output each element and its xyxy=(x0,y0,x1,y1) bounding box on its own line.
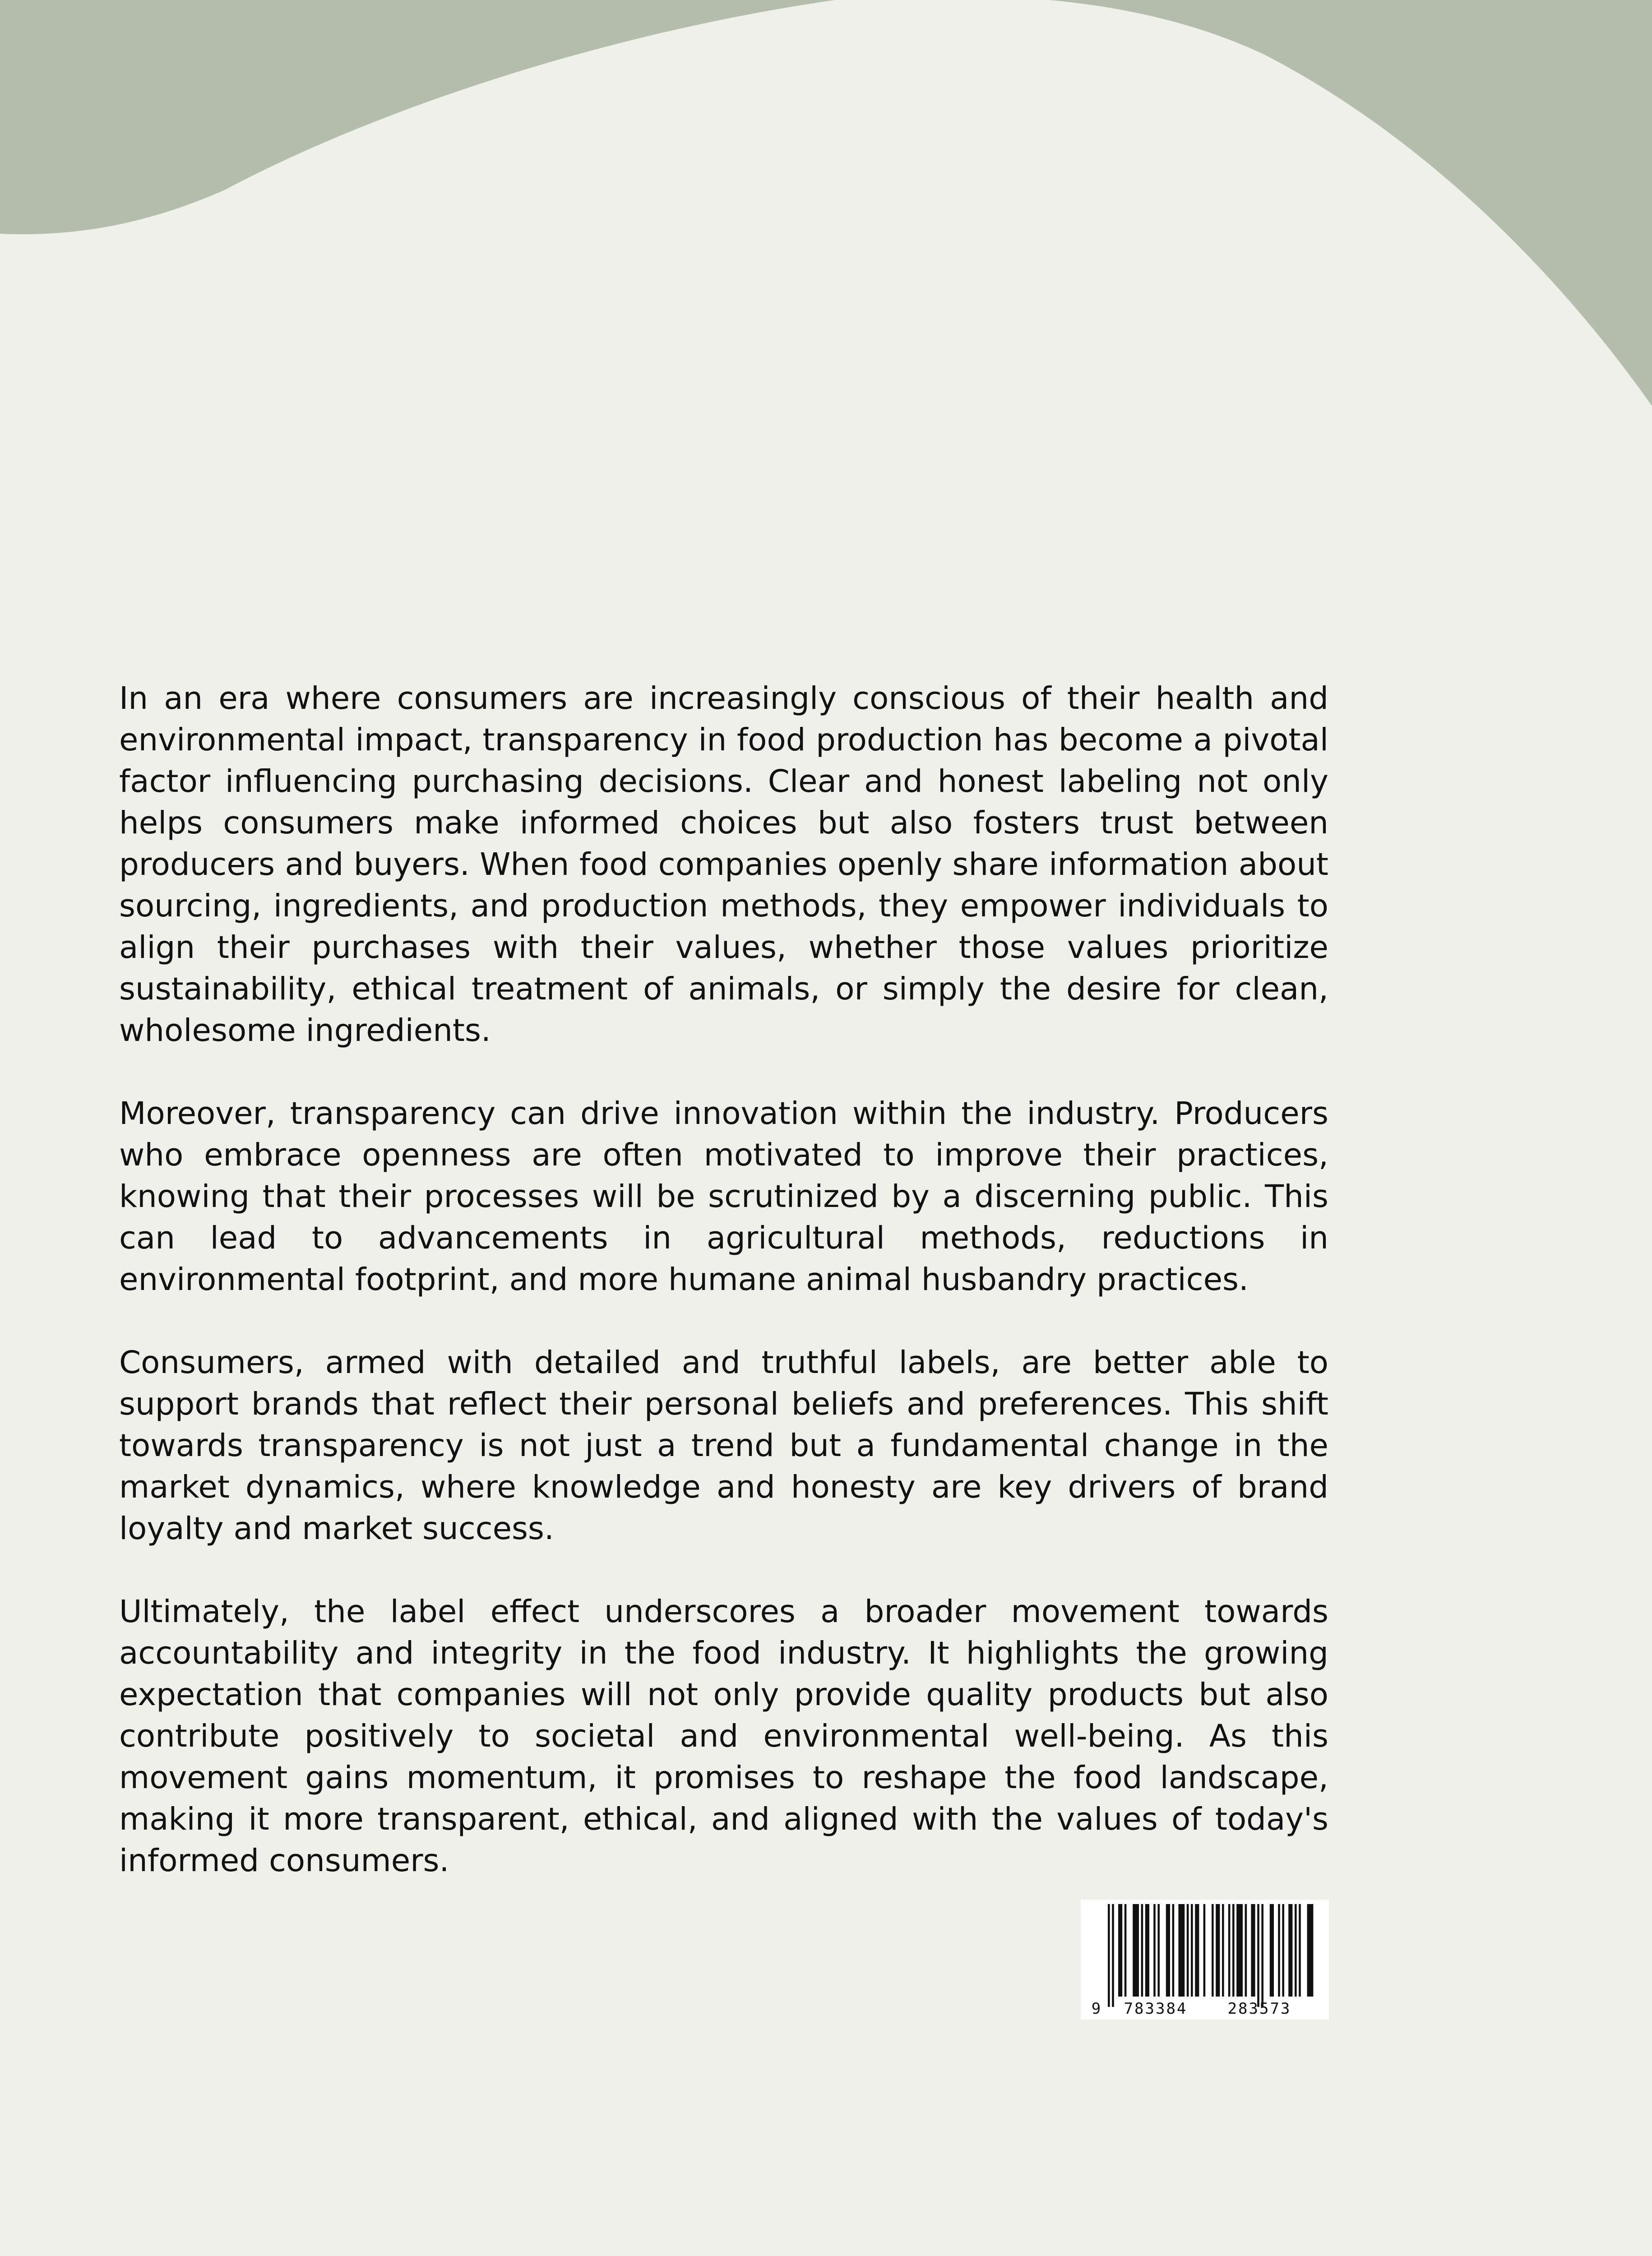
barcode-bar xyxy=(1112,1904,1114,2007)
barcode-bar xyxy=(1270,1904,1274,1997)
barcode-bar xyxy=(1222,1904,1224,1997)
barcode-bar xyxy=(1141,1904,1143,1997)
blurb-paragraph-3: Consumers, armed with detailed and truthful labels, are better able to support brands that reflect their personal beliefs and preferences. This shift towards transparency is not just a trend but a fundamental change in the market dynamics, where knowledge and honesty are key drivers of brand loyalty and market success. xyxy=(119,1345,1328,1547)
barcode-bar xyxy=(1145,1904,1149,1997)
barcode-bar xyxy=(1153,1904,1156,1997)
barcode-bar xyxy=(1216,1904,1220,1997)
barcode-bar xyxy=(1228,1904,1231,1997)
barcode-right-digits: 283573 xyxy=(1227,2000,1291,2018)
back-cover-blurb xyxy=(119,678,1328,1923)
barcode-bar xyxy=(1307,1904,1314,1997)
barcode-bar xyxy=(1212,1904,1214,1997)
barcode-bar xyxy=(1118,1904,1122,1997)
isbn-barcode xyxy=(1081,1900,1329,2020)
barcode-bar xyxy=(1257,1904,1259,2007)
barcode-left-digits: 783384 xyxy=(1124,2000,1188,2018)
barcode-bar xyxy=(1157,1904,1160,1997)
barcode-bar xyxy=(1195,1904,1199,1997)
barcode-bar xyxy=(1124,1904,1127,1997)
barcode-bar xyxy=(1236,1904,1243,1997)
barcode-bars xyxy=(1108,1904,1313,2007)
decorative-wave-shape xyxy=(0,0,1652,451)
barcode-bar xyxy=(1278,1904,1280,1997)
blurb-paragraph-4: Ultimately, the label effect underscores a broader movement towards accountability and integrity in the food industry. It highlights the growing expectation that companies will not only provide quality products but also contribute positively to societal and environmental well-being. As this movement gains momentum, it promises to reshape the food landscape, making it more transparent, ethical, and aligned with the values of today's informed consumers. xyxy=(119,1594,1328,1879)
barcode-bar xyxy=(1299,1904,1301,1997)
barcode-bar xyxy=(1232,1904,1235,1997)
barcode-bar xyxy=(1203,1904,1206,1997)
barcode-bar xyxy=(1261,1904,1263,2007)
barcode-bar xyxy=(1245,1904,1247,1997)
barcode-bar xyxy=(1166,1904,1170,1997)
barcode-bar xyxy=(1133,1904,1139,1997)
barcode-bar xyxy=(1172,1904,1175,1997)
barcode-bar xyxy=(1108,1904,1110,2007)
barcode-bar xyxy=(1282,1904,1284,1997)
blurb-paragraph-1: In an era where consumers are increasingly conscious of their health and environmental impact, transparency in food production has become a pivotal factor influencing purchasing decisions. Clear and honest labeling not only helps consumers make informed choices but also fosters trust between producers and buyers. When food companies openly share information about sourcing, ingredients, and production methods, they empower individuals to align their purchases with their values, whether those values prioritize sustainability, ethical treatment of animals, or simply the desire for clean, wholesome ingredients. xyxy=(119,680,1328,1049)
wave-shape-fill xyxy=(0,0,1652,406)
blurb-paragraph-2: Moreover, transparency can drive innovation within the industry. Producers who embrace openness are often motivated to improve their practices, knowing that their processes will be scrutinized by a discerning public. This can lead to advancements in agricultural methods, reductions in environmental footprint, and more humane animal husbandry practices. xyxy=(119,1096,1328,1298)
barcode-bar xyxy=(1187,1904,1189,1997)
barcode-bar xyxy=(1178,1904,1185,1997)
barcode-prefix-digit: 9 xyxy=(1091,2000,1101,2018)
barcode-bar xyxy=(1251,1904,1255,1997)
barcode-bar xyxy=(1288,1904,1292,1997)
barcode-bar xyxy=(1191,1904,1193,1997)
barcode-bar xyxy=(1295,1904,1297,1997)
